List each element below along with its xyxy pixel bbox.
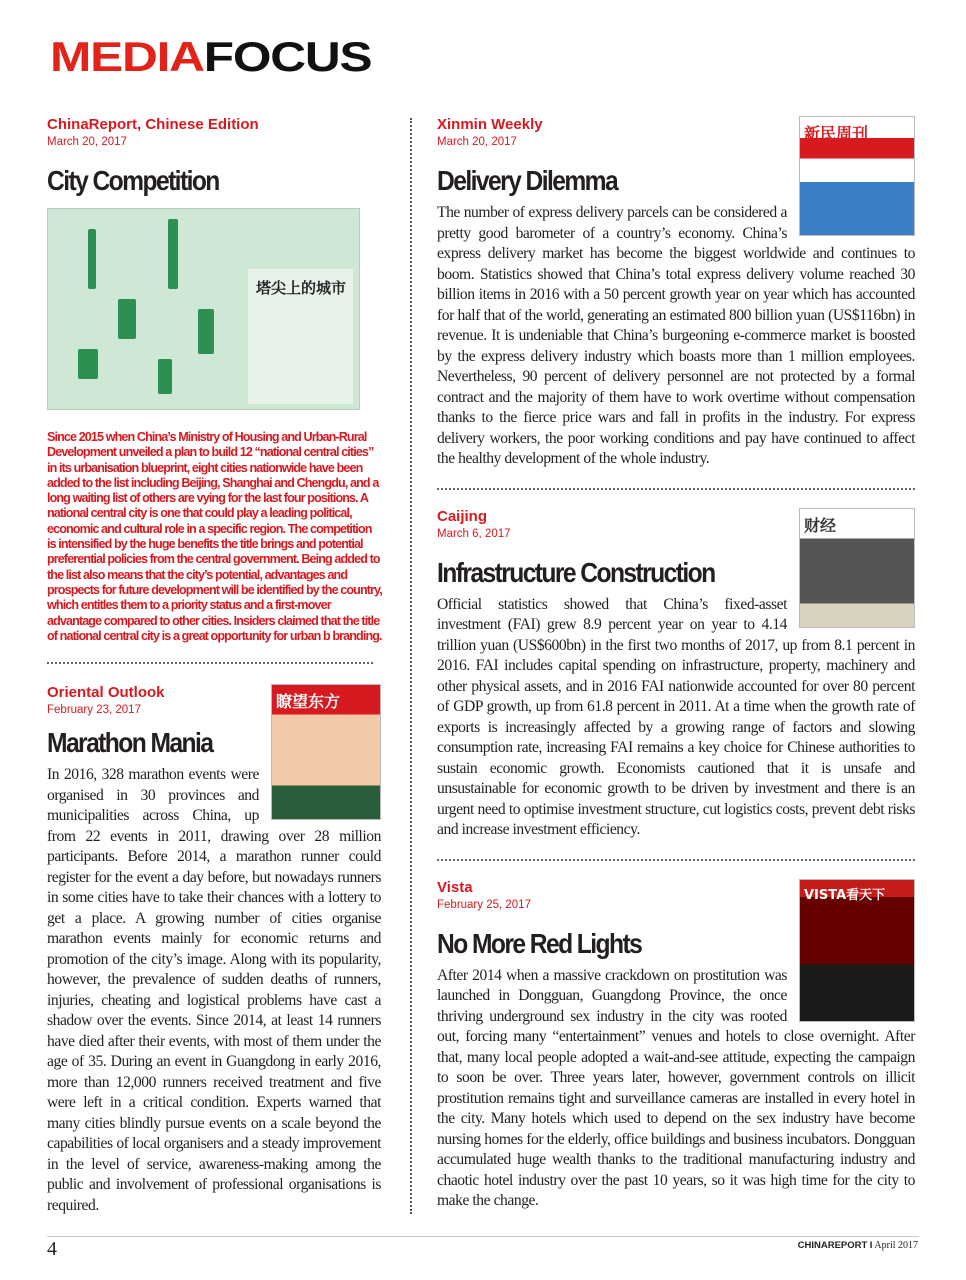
article-body: After 2014 when a massive crackdown on prostitution was launched in Dongguan, Guangdong Province, the once thriving underground sex industry in the city was rooted out, forcing many “entertainment” venues and hotels to close overnight. After that, many local people adopted a wait-and-see attitude, expecting the campaign to soon be over. Three years later, however, government controls on illicit prostitution remains tight and surveillance cameras are installed in every hotel in the city. Many hotels which used to depend on the sex industry have become nursing homes for the elderly, office buildings and business incubators. Dongguan accumulated huge wealth thanks to the traditional manufacturing industry and chaotic hotel industry over the past 10 years, so it was high time for the city to make the change. <box>437 966 915 1209</box>
left-column <box>47 116 381 1216</box>
article-source: Caijing <box>437 507 488 525</box>
section-divider <box>437 859 915 861</box>
article-body: In 2016, 328 marathon events were organised in 30 provinces and municipalities across China, up from 22 events in 2011, drawing over 28 million participants. Before 2014, a marathon runner could register for the event a day before, but nowadays runners in some cities have to take their chances with a lottery to get a place. A growing number of cities organise marathon events mainly for economic returns and promotion of the city’s image. Along with its popularity, however, the prevalence of sudden deaths of runners, injuries, cheating and logistical problems have cast a shadow over the events. Since 2014, at least 14 runners have died after their events, with most of them under the age of 35. During an event in Guangdong in early 2016, more than 12,000 runners received treatment and five were left in a critical condition. Experts warned that many cities blindly pursue events on a scale beyond the capabilities of local organisers and a steady improvement in the level of service, awareness-making among the public and involvement of professional organisations is required. <box>47 766 381 1214</box>
article-source: Oriental Outlook <box>47 684 165 702</box>
article-date: March 20, 2017 <box>47 136 127 148</box>
column-divider <box>410 118 412 1214</box>
article-title: No More Red Lights <box>437 927 642 959</box>
article-date: March 6, 2017 <box>437 527 511 540</box>
oriental-outlook-cover: 瞭望东方 <box>271 684 381 820</box>
section-divider <box>437 488 915 490</box>
footer-rule <box>47 1236 919 1237</box>
article-source: Xinmin Weekly <box>437 116 543 133</box>
article-city-competition <box>47 116 381 644</box>
caijing-cover: 财经 <box>799 508 915 628</box>
article-source: Vista <box>437 878 473 896</box>
city-illustration: 塔尖上的城市 <box>47 208 360 410</box>
article-source: ChinaReport, Chinese Edition <box>47 116 259 133</box>
article-body: The number of express delivery parcels can be considered a pretty good barometer of a country’s economy. China’s express delivery market has become the biggest worldwide and continues to boom. Statistics showed that China’s total express delivery volume reached 30 billion items in 2016 with a 50 percent growth year on year which has accounted for half that of the world, generating an estimated 800 billion yuan (US$116bn) in revenue. It is undeniable that China’s burgeoning e-commerce market is boosted by the express delivery industry which boasts more than 1 million employees. Nevertheless, 90 percent of delivery personnel are not protected by a formal contract and the majority of them have to work overtime without compensation thanks to the fierce price wars and fall in profits in the industry. For express delivery workers, the poor working conditions and pay have continued to affect the healthy development of the whole industry. <box>437 204 915 467</box>
article-title: Infrastructure Construction <box>437 556 715 588</box>
article-title: City Competition <box>47 165 219 196</box>
article-date: March 20, 2017 <box>437 136 517 148</box>
page-number: 4 <box>47 1238 57 1260</box>
article-date: February 25, 2017 <box>437 898 531 911</box>
section-divider <box>47 662 373 664</box>
article-delivery-dilemma <box>437 116 915 470</box>
xinmin-weekly-cover: 新民周刊 <box>799 116 915 236</box>
right-column <box>437 116 915 1212</box>
article-title: Delivery Dilemma <box>437 165 618 196</box>
masthead-logo: MEDIAFOCUS <box>50 33 372 80</box>
vista-cover: VISTA看天下 <box>799 879 915 1022</box>
article-body: Official statistics showed that China’s fixed-asset investment (FAI) grew 8.9 percent year on year to 4.14 trillion yuan (US$600bn) in the first two months of 2017, up from 8.1 percent in 2016. FAI includes capital spending on infrastructure, property, machinery and other physical assets, and in 2016 FAI nationwide accounted for over 80 percent of GDP growth, up from 61.8 percent in 2011. At a time when the growth rate of exports is increasingly affected by a growing range of factors and slowing consumption rate, increasing FAI remains a key choice for Chinese authorities to sustain economic growth. Economists cautioned that it is unsafe and unsustainable for economic growth to be driven by investment and there is an urgent need to optimise investment structure, cut logistics costs, prevent debt risks and increase investment efficiency. <box>437 595 915 838</box>
article-infrastructure-construction <box>437 508 915 841</box>
article-caption: Since 2015 when China’s Ministry of Housing and Urban-Rural Development unveiled a plan to build 12 “national central cities” in its urbanisation blueprint, eight cities nationwide have been added to the list including Beijing, Shanghai and Chengdu, and a long waiting list of others are vying for the last four positions. A national central city is one that could play a leading political, economic and cultural role in a specific region. The competition is intensified by the huge benefits the title brings and potential preferential policies from the central government. Being added to the list also means that the city’s potential, advantages and prospects for future development will be identified by the country, which entitles them to a priority status and a first-mover advantage compared to other cities. Insiders claimed that the title of national central city is a great opportunity for urban b branding. <box>47 430 382 643</box>
article-date: February 23, 2017 <box>47 704 141 717</box>
footer-issue: CHINAREPORT I April 2017 <box>797 1240 918 1251</box>
article-no-more-red-lights <box>437 879 915 1212</box>
article-title: Marathon Mania <box>47 727 213 759</box>
article-marathon-mania <box>47 684 381 1216</box>
